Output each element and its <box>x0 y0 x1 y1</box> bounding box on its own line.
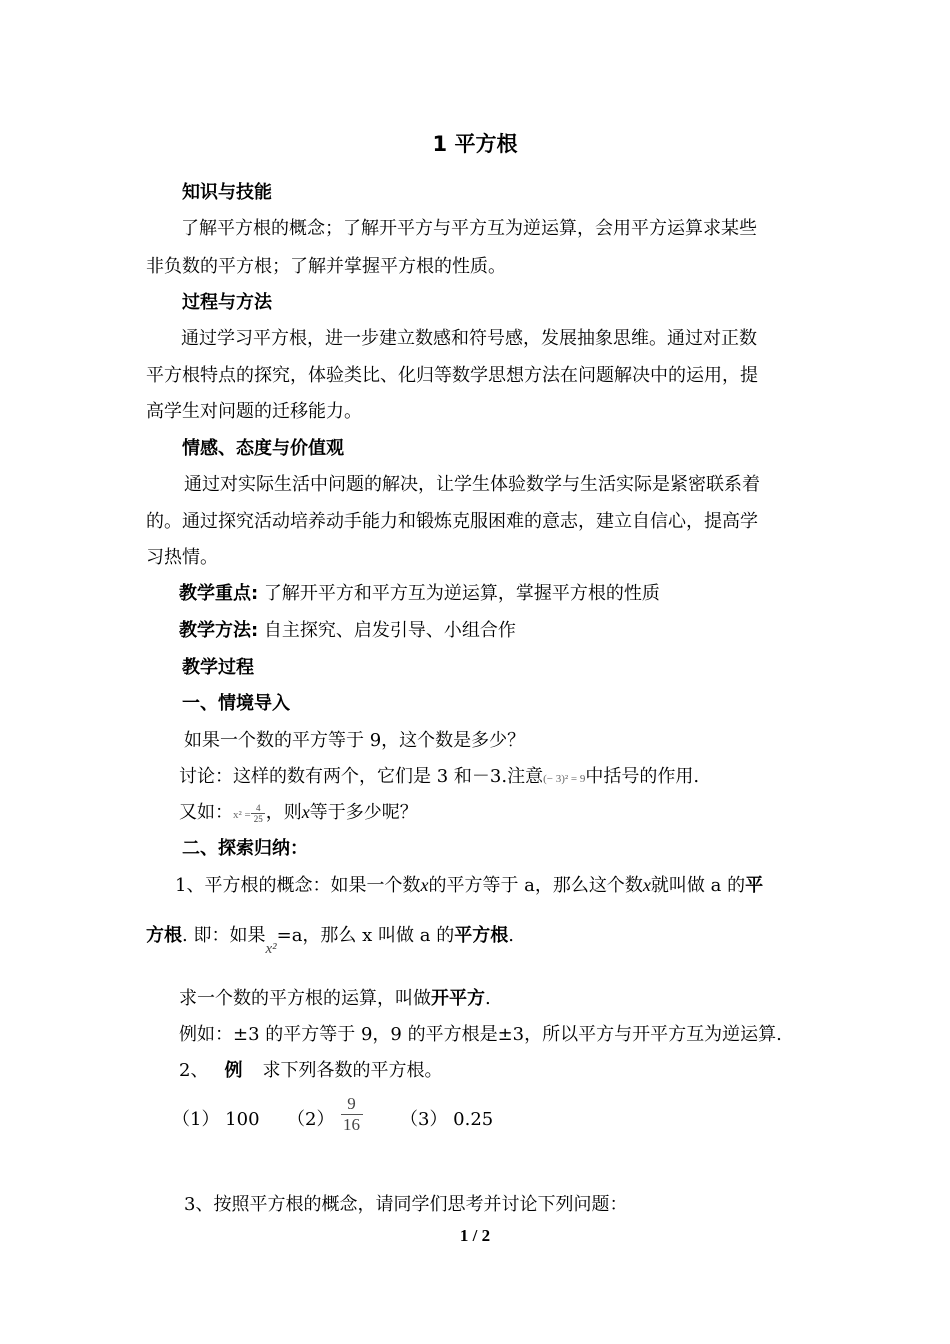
example-item-2: （2） <box>287 1109 335 1130</box>
def-text-c: 就叫做 a 的 <box>650 875 746 896</box>
formula-x-squared: x² = <box>233 809 251 821</box>
def-text-f: . <box>508 925 514 946</box>
heading-teaching-process: 教学过程 <box>182 657 254 678</box>
intro-example-lead: 又如： <box>179 802 233 823</box>
emotion-line-3: 习热情。 <box>146 547 218 568</box>
emotion-line-1: 通过对实际生活中问题的解决，让学生体验数学与生活实际是紧密联系着 <box>184 474 760 495</box>
question-3: 3、按照平方根的概念，请同学们思考并讨论下列问题： <box>184 1194 628 1215</box>
heading-process: 过程与方法 <box>182 292 272 313</box>
intro-discussion-tail: 中括号的作用. <box>585 766 700 787</box>
formula-neg3-squared: (− 3)² = 9 <box>543 773 586 785</box>
process-line-1: 通过学习平方根，进一步建立数感和符号感，发展抽象思维。通过对正数 <box>181 328 757 349</box>
example-inverse: 例如：±3 的平方等于 9，9 的平方根是±3，所以平方与开平方互为逆运算. <box>179 1024 782 1045</box>
teaching-focus <box>179 582 660 606</box>
intro-question: 如果一个数的平方等于 9，这个数是多少？ <box>184 730 526 751</box>
def-text-a: 1、平方根的概念：如果一个数 <box>175 875 421 896</box>
page-title: 1 平方根 <box>432 132 518 156</box>
sqrt-op-text: 求一个数的平方根的运算，叫做 <box>179 988 431 1009</box>
fraction-9-16: $\frac{9}{16}$ <box>340 1094 363 1135</box>
definition-line-1 <box>175 873 763 898</box>
process-line-3: 高学生对问题的迁移能力。 <box>146 401 362 422</box>
focus-text: 了解开平方和平方互为逆运算，掌握平方根的性质 <box>258 583 660 604</box>
example-prompt: 求下列各数的平方根。 <box>262 1060 443 1081</box>
def-bold-term: 平 <box>745 875 764 896</box>
example-number: 2、 <box>179 1060 209 1081</box>
knowledge-line-2: 非负数的平方根；了解并掌握平方根的性质。 <box>146 256 506 277</box>
fraction-4-25: $\frac{4}{25}$ <box>251 803 266 824</box>
intro-example-mid: ，则 <box>265 802 302 823</box>
intro-discussion-text: 讨论：这样的数有两个，它们是 3 和－3.注意 <box>179 766 544 787</box>
teaching-method <box>179 619 516 643</box>
def-text-b: 的平方等于 a，那么这个数 <box>428 875 643 896</box>
var-x: x <box>301 802 310 822</box>
intro-discussion <box>179 765 699 791</box>
example-item-3: （3） 0.25 <box>400 1109 494 1130</box>
example-2 <box>179 1059 442 1083</box>
emotion-line-2: 的。通过探究活动培养动手能力和锻炼克服困难的意志，建立自信心，提高学 <box>146 511 758 532</box>
intro-example <box>179 800 418 827</box>
method-text: 自主探究、启发引导、小组合作 <box>258 620 516 641</box>
example-label: 例 <box>224 1060 243 1081</box>
def-bold-term: 方根 <box>146 925 182 946</box>
var-x: x <box>420 875 429 895</box>
var-x: x <box>642 875 651 895</box>
intro-example-tail: 等于多少呢？ <box>309 802 418 823</box>
sqrt-operation <box>179 987 491 1011</box>
heading-explore: 二、探索归纳： <box>182 838 308 859</box>
heading-knowledge: 知识与技能 <box>182 182 272 203</box>
heading-emotion: 情感、态度与价值观 <box>182 438 344 459</box>
def-text-d: . 即：如果 <box>182 925 266 946</box>
method-label: 教学方法: <box>179 620 259 641</box>
focus-label: 教学重点: <box>179 583 259 604</box>
process-line-2: 平方根特点的探究，体验类比、化归等数学思想方法在问题解决中的运用，提 <box>146 365 758 386</box>
example-item-1: （1） 100 <box>172 1109 260 1130</box>
page-number: 1 / 2 <box>459 1226 491 1245</box>
def-bold-term: 平方根 <box>454 925 509 946</box>
sqrt-op-tail: . <box>485 988 491 1009</box>
knowledge-line-1: 了解平方根的概念；了解开平方与平方互为逆运算，会用平方运算求某些 <box>181 218 757 239</box>
definition-line-2 <box>146 924 514 957</box>
heading-intro: 一、情境导入 <box>182 693 290 714</box>
formula-x-squared: x² <box>265 941 277 957</box>
sqrt-op-term: 开平方 <box>431 988 485 1009</box>
def-text-e: =a，那么 x 叫做 a 的 <box>276 925 455 946</box>
